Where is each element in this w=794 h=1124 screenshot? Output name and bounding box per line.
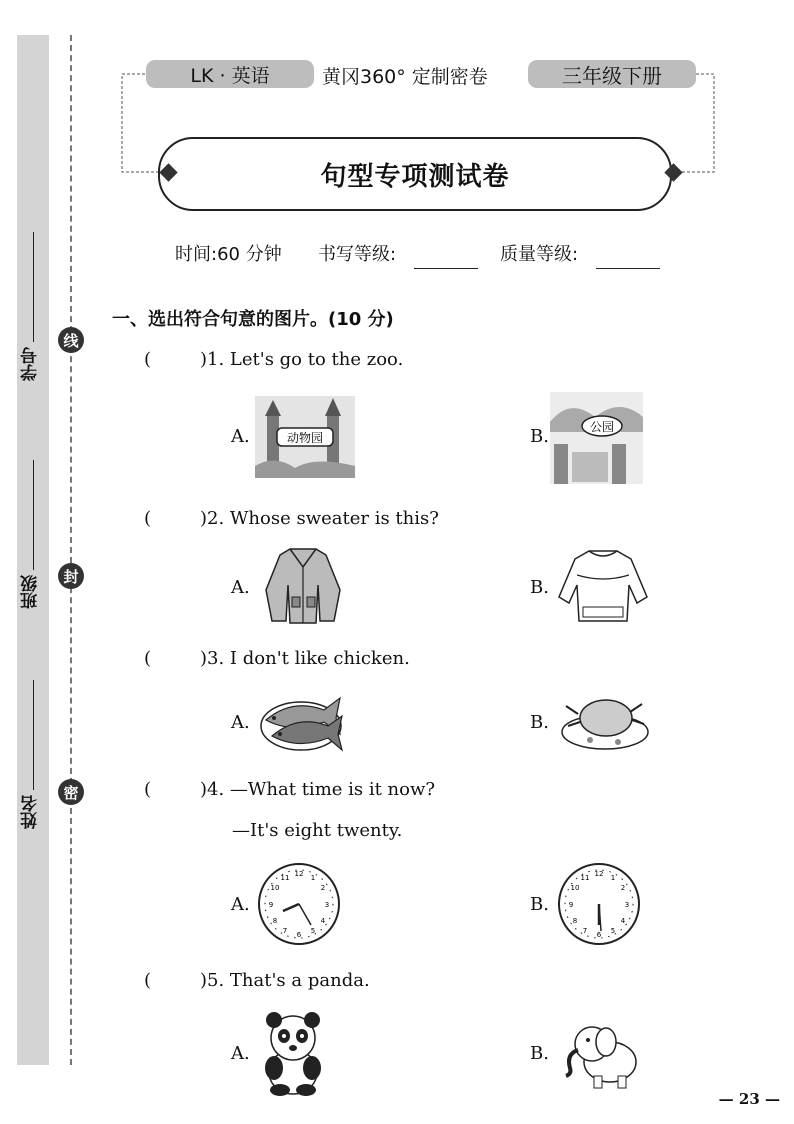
svg-text:7: 7 <box>582 927 588 935</box>
seal-seal-badge: 封 <box>58 563 84 589</box>
svg-text:4: 4 <box>620 917 626 925</box>
question-text: )1. Let's go to the zoo. <box>200 349 404 370</box>
svg-text:3: 3 <box>324 901 330 909</box>
option-a-label[interactable]: A. <box>231 1043 250 1064</box>
page-title: 句型专项测试卷 <box>320 161 510 192</box>
option-a-label[interactable]: A. <box>231 894 250 915</box>
question-answer-line: —It's eight twenty. <box>232 820 403 841</box>
option-b-label[interactable]: B. <box>530 426 549 447</box>
svg-text:5: 5 <box>610 927 616 935</box>
elephant-icon[interactable] <box>560 1014 640 1092</box>
answer-paren-open[interactable]: ( <box>144 349 152 370</box>
roast-chicken-icon[interactable] <box>560 688 650 752</box>
svg-text:6: 6 <box>596 931 602 939</box>
jacket-icon[interactable] <box>262 545 344 625</box>
page-number: — 23 — <box>718 1090 780 1108</box>
svg-text:1: 1 <box>310 874 316 882</box>
question-text: )3. I don't like chicken. <box>200 648 410 669</box>
svg-text:9: 9 <box>268 901 274 909</box>
svg-text:11: 11 <box>580 874 590 882</box>
quality-grade-blank[interactable] <box>596 248 660 269</box>
grade-pill: 三年级下册 <box>528 60 696 88</box>
class-label: 班级 <box>21 575 41 609</box>
series-title: 黄冈360° 定制密卷 <box>322 66 488 88</box>
question-text: )5. That's a panda. <box>200 970 370 991</box>
class-line[interactable] <box>33 460 34 570</box>
svg-text:2: 2 <box>620 884 626 892</box>
svg-text:2: 2 <box>320 884 326 892</box>
panda-icon[interactable] <box>262 1010 324 1096</box>
svg-text:7: 7 <box>282 927 288 935</box>
sweater-icon[interactable] <box>555 545 651 625</box>
svg-text:1: 1 <box>610 874 616 882</box>
student-number-label: 学号 <box>21 347 41 381</box>
student-number-line[interactable] <box>33 232 34 342</box>
zoo-sign-text: 动物园 <box>286 431 324 445</box>
svg-text:9: 9 <box>568 901 574 909</box>
answer-paren-open[interactable]: ( <box>144 970 152 991</box>
svg-text:3: 3 <box>624 901 630 909</box>
writing-grade-blank[interactable] <box>414 248 478 269</box>
section-title: 一、选出符合句意的图片。(10 分) <box>112 309 394 330</box>
svg-text:8: 8 <box>272 917 278 925</box>
answer-paren-open[interactable]: ( <box>144 648 152 669</box>
option-b-label[interactable]: B. <box>530 1043 549 1064</box>
option-a-label[interactable]: A. <box>231 426 250 447</box>
svg-text:4: 4 <box>320 917 326 925</box>
name-line[interactable] <box>33 680 34 790</box>
answer-paren-open[interactable]: ( <box>144 779 152 800</box>
fish-plate-icon[interactable] <box>258 688 344 754</box>
class-field <box>18 460 48 620</box>
svg-text:12: 12 <box>594 870 604 878</box>
svg-text:5: 5 <box>310 927 316 935</box>
svg-text:10: 10 <box>270 884 280 892</box>
name-label: 姓名 <box>21 795 41 829</box>
seal-secret-badge: 密 <box>58 779 84 805</box>
time-info: 时间:60 分钟 <box>175 244 282 265</box>
writing-grade-label: 书写等级: <box>318 244 397 265</box>
zoo-gate-icon[interactable] <box>255 396 355 478</box>
clock-icon[interactable] <box>257 861 341 947</box>
option-b-label[interactable]: B. <box>530 894 549 915</box>
svg-text:6: 6 <box>296 931 302 939</box>
park-gate-icon[interactable] <box>550 392 643 484</box>
option-a-label[interactable]: A. <box>231 577 250 598</box>
option-b-label[interactable]: B. <box>530 577 549 598</box>
svg-text:12: 12 <box>294 870 304 878</box>
clock-icon[interactable] <box>557 861 641 947</box>
question-text: )4. —What time is it now? <box>200 779 436 800</box>
park-sign-text: 公园 <box>589 420 615 434</box>
option-a-label[interactable]: A. <box>231 712 250 733</box>
svg-text:8: 8 <box>572 917 578 925</box>
seal-line-badge: 线 <box>58 327 84 353</box>
question-text: )2. Whose sweater is this? <box>200 508 439 529</box>
name-field <box>18 680 48 840</box>
svg-text:11: 11 <box>280 874 290 882</box>
answer-paren-open[interactable]: ( <box>144 508 152 529</box>
quality-grade-label: 质量等级: <box>500 244 579 265</box>
svg-text:10: 10 <box>570 884 580 892</box>
subject-pill: LK · 英语 <box>146 60 314 88</box>
student-number-field <box>18 232 48 392</box>
option-b-label[interactable]: B. <box>530 712 549 733</box>
